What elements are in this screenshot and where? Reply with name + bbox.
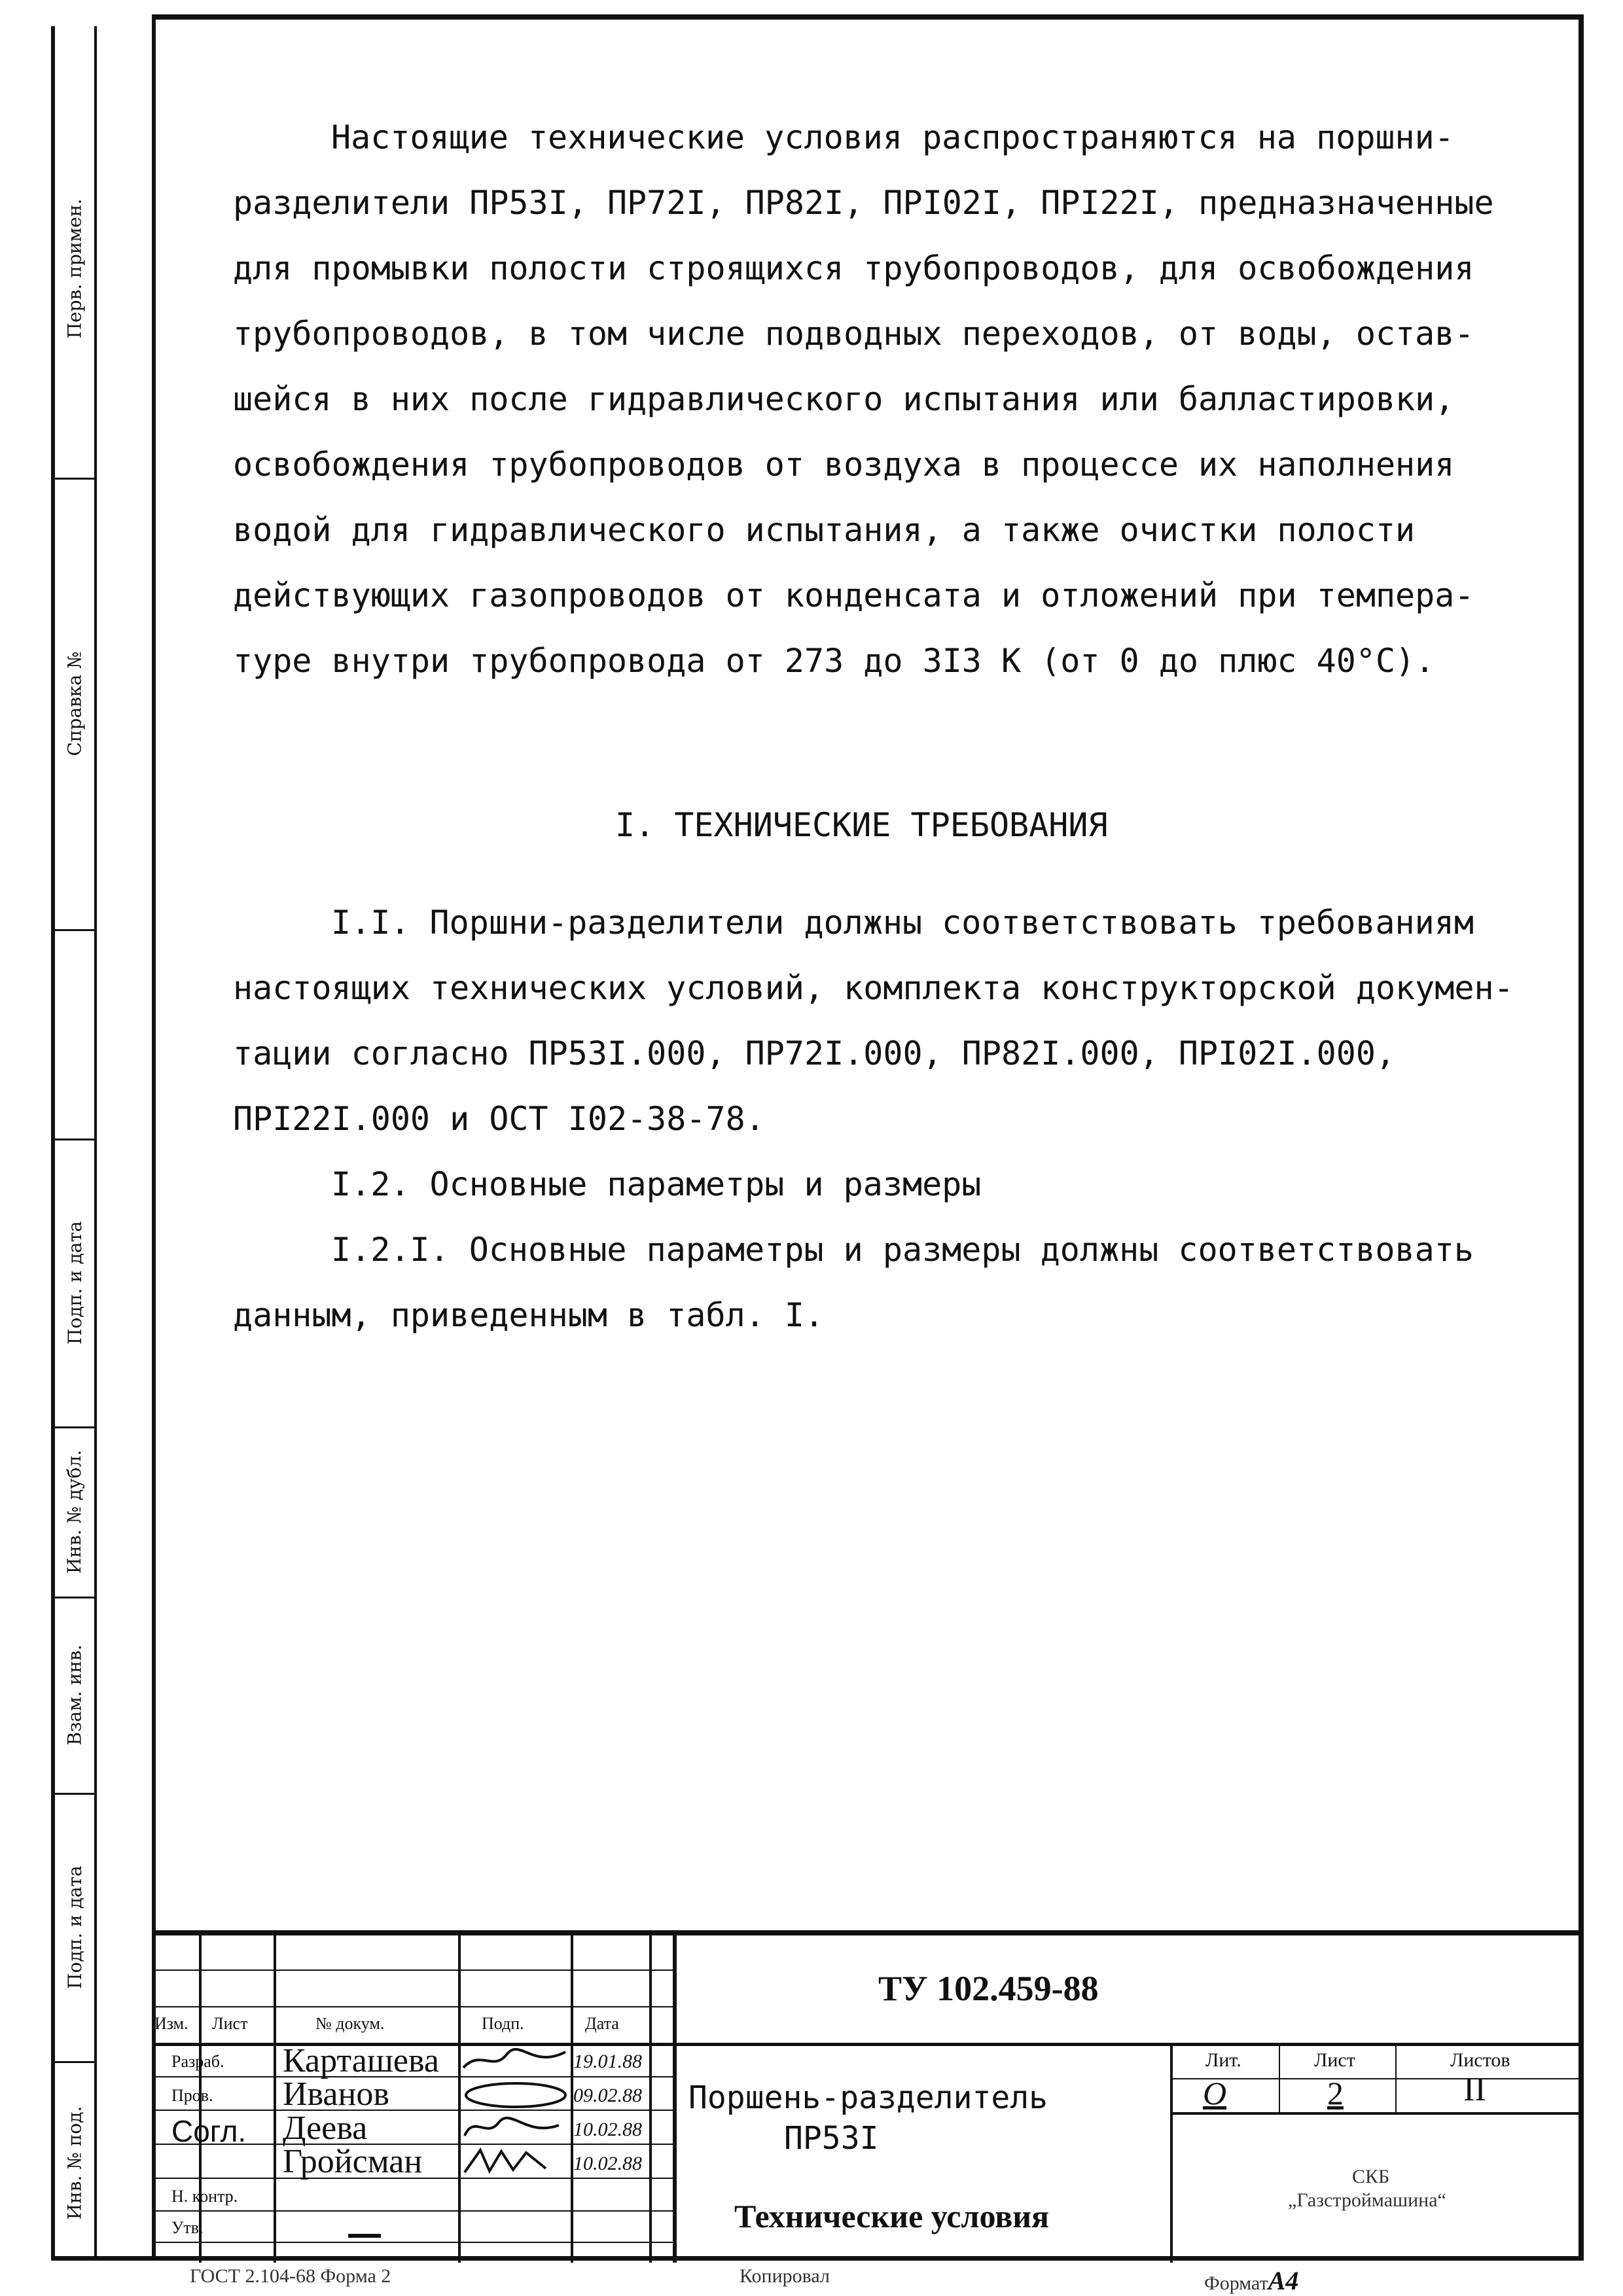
stamp-label-reference: Справка №: [63, 650, 86, 756]
signature-mark: [461, 2079, 571, 2110]
stamp-label-replace-inv: Взам. инв.: [63, 1644, 86, 1746]
grid-line: [152, 2210, 673, 2212]
role-developed: Разраб.: [171, 2052, 224, 2071]
grid-line: [152, 2242, 673, 2243]
stamp-divider: [55, 478, 94, 480]
frame-top-border: [152, 14, 1582, 20]
footer-format: [1204, 2265, 1298, 2296]
stamp-divider: [55, 1597, 94, 1598]
side-stamp: [51, 26, 97, 2257]
name-norm-control: Гройсман: [283, 2143, 423, 2180]
text-line: освобождения трубопроводов от воздуха в процессе их наполнения: [233, 446, 1455, 484]
sheet-label: Лист: [1314, 2049, 1355, 2071]
col-list: Лист: [212, 2014, 248, 2033]
grid-line: [649, 1935, 652, 2263]
product-code: ПР53I: [784, 2120, 879, 2157]
stamp-divider: [55, 1139, 94, 1140]
signature-mark: [461, 2112, 571, 2142]
intro-paragraph: [233, 105, 1548, 694]
role-checked: Пров.: [171, 2086, 213, 2105]
sheet-value: 2: [1327, 2075, 1344, 2111]
stamp-label-first-use: Перв. примен.: [63, 198, 86, 338]
clauses-block: [233, 890, 1548, 1348]
text-line: I.I. Поршни-разделители должны соответствовать требованиям: [331, 904, 1474, 942]
section-title: I. ТЕХНИЧЕСКИЕ ТРЕБОВАНИЯ: [615, 806, 1108, 844]
text-line: водой для гидравлического испытания, а также очистки полости: [233, 511, 1416, 549]
role-agreed: Согл.: [171, 2114, 247, 2148]
frame-right-border: [1578, 14, 1584, 2260]
col-data: Дата: [585, 2014, 619, 2033]
signature-mark: [461, 2045, 571, 2075]
sheets-value: II: [1463, 2071, 1486, 2108]
sheets-label: Листов: [1450, 2049, 1510, 2071]
date-norm-control: 10.02.88: [573, 2153, 642, 2174]
grid-line: [1170, 2112, 1582, 2115]
date-checked: 09.02.88: [573, 2085, 642, 2106]
text-line: трубопроводов, в том числе подводных переходов, от воды, остав-: [233, 315, 1474, 353]
signature-mark: [461, 2146, 571, 2176]
text-line: настоящих технических условий, комплекта конструкторской докумен-: [233, 969, 1514, 1007]
role-approved: Утв.: [171, 2218, 204, 2237]
text-line: тации согласно ПР53I.000, ПР72I.000, ПР82I.000, ПРI02I.000,: [233, 1034, 1396, 1072]
stamp-divider: [55, 929, 94, 931]
grid-line: [274, 1935, 276, 2263]
grid-line: [1170, 2044, 1173, 2263]
col-doc: № докум.: [315, 2014, 385, 2033]
dash-mark: [348, 2234, 381, 2238]
stamp-label-dup-inv: Инв. № дубл.: [63, 1449, 86, 1574]
frame-left-border: [152, 14, 156, 2260]
footer-gost: ГОСТ 2.104-68 Форма 2: [190, 2265, 391, 2287]
product-name: Поршень-разделитель: [688, 2079, 1048, 2116]
stamp-label-sign-date: Подп. и дата: [63, 1220, 86, 1345]
grid-line: [1395, 2044, 1397, 2113]
stamp-divider: [55, 2061, 94, 2063]
grid-line: [1279, 2044, 1280, 2113]
grid-line: [673, 1935, 677, 2263]
name-developed: Карташева: [283, 2042, 439, 2079]
grid-line: [152, 2006, 673, 2007]
org-line-2: „Газстроймашина“: [1288, 2189, 1446, 2211]
date-agreed: 10.02.88: [573, 2119, 642, 2140]
text-line: I.2.I. Основные параметры и размеры должны соответствовать: [331, 1231, 1474, 1269]
org-line-1: СКБ: [1352, 2166, 1390, 2187]
text-line: действующих газопроводов от конденсата и отложений при темпера-: [233, 576, 1474, 614]
grid-line: [152, 2110, 673, 2111]
document-designation: ТУ 102.459-88: [878, 1969, 1099, 2008]
col-podp: Подп.: [482, 2014, 524, 2033]
lit-label: Лит.: [1205, 2049, 1241, 2071]
lit-value: О: [1203, 2075, 1227, 2111]
date-developed: 19.01.88: [573, 2051, 642, 2072]
text-line: туре внутри трубопровода от 273 до 3I3 К (от 0 до плюс 40°С).: [233, 642, 1435, 680]
text-line: данным, приведенным в табл. I.: [233, 1296, 825, 1334]
text-line: шейся в них после гидравлического испытания или балластировки,: [233, 380, 1455, 418]
role-norm-control: Н. контр.: [171, 2187, 238, 2206]
footer-copied: Копировал: [740, 2265, 830, 2287]
stamp-label-orig-inv: Инв. № под.: [63, 2106, 86, 2219]
name-checked: Иванов: [283, 2075, 389, 2113]
format-value: А4: [1268, 2266, 1299, 2295]
text-line: для промывки полости строящихся трубопроводов, для освобождения: [233, 249, 1474, 287]
text-line: Настоящие технические условия распространяются на поршни-: [331, 118, 1454, 156]
name-agreed: Деева: [283, 2110, 368, 2147]
text-line: разделители ПР53I, ПР72I, ПР82I, ПРI02I, ПРI22I, предназначенные: [233, 184, 1494, 222]
text-line: I.2. Основные параметры и размеры: [331, 1165, 982, 1203]
format-label: Формат: [1204, 2272, 1268, 2294]
title-block: [152, 1930, 1582, 2263]
stamp-divider: [55, 1426, 94, 1428]
col-izm: Изм.: [154, 2014, 188, 2033]
grid-line: [1170, 2078, 1582, 2079]
document-type: Технические условия: [734, 2198, 1050, 2234]
stamp-label-sign-date-2: Подп. и дата: [63, 1865, 86, 1989]
text-line: ПРI22I.000 и ОСТ I02-38-78.: [233, 1100, 765, 1138]
grid-line: [152, 1969, 673, 1971]
stamp-divider: [55, 1793, 94, 1795]
